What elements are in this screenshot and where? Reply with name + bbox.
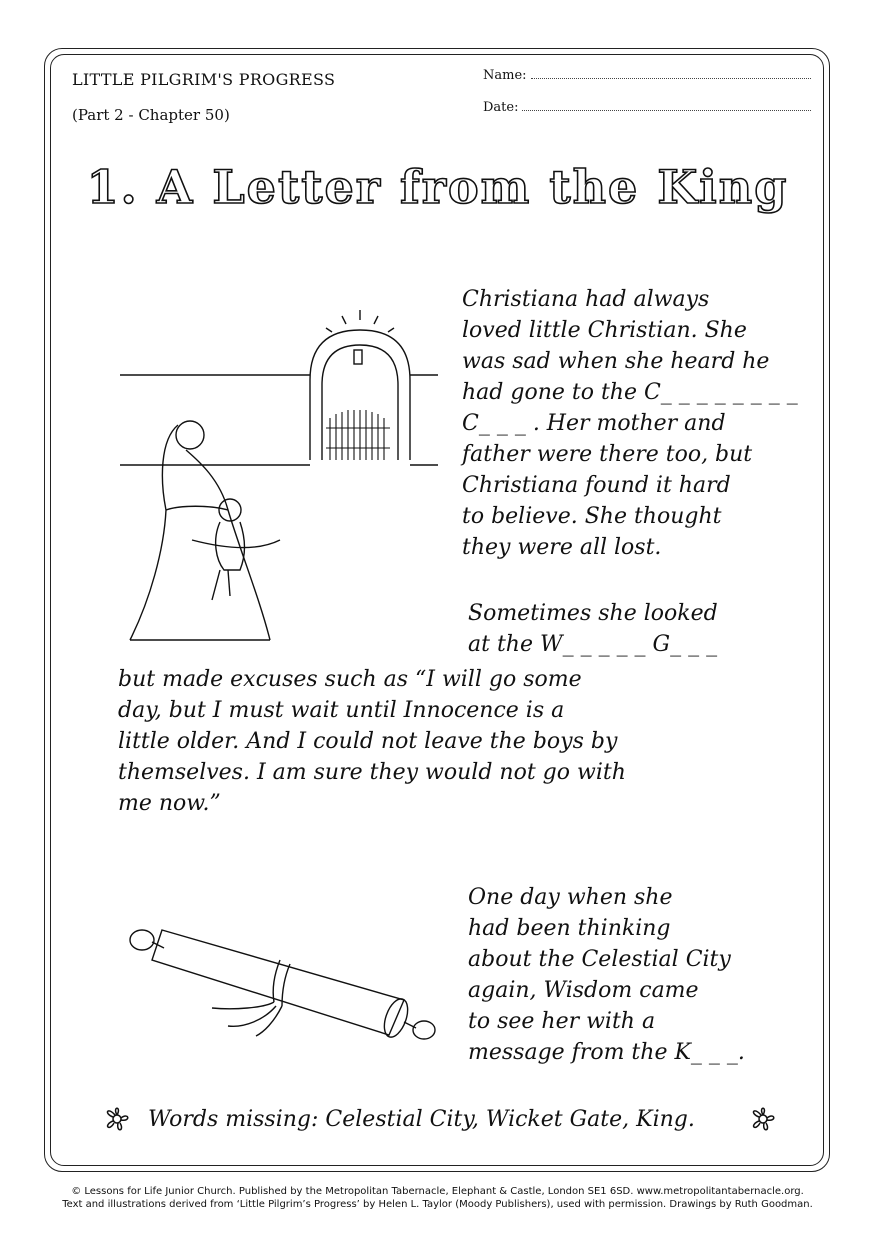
name-label: Name:: [483, 68, 527, 83]
date-field[interactable]: [483, 100, 811, 115]
worksheet-title: 1. A Letter from the King: [86, 160, 789, 214]
paragraph-1: Christiana had always loved little Christian. She was sad when she heard he had gone to the C_ _ _ _ _ _ _ _ C_ _ _ . Her mother and father were there too, but Christiana found it hard to believe. She thought they were all lost.: [462, 287, 798, 560]
words-missing-row: [100, 1102, 780, 1136]
series-title: LITTLE PILGRIM'S PROGRESS: [72, 70, 336, 89]
date-line[interactable]: [522, 100, 811, 111]
flower-icon: [746, 1102, 780, 1136]
chapter-label: (Part 2 - Chapter 50): [72, 106, 230, 124]
scroll-illustration: [124, 910, 444, 1060]
flower-icon: [100, 1102, 134, 1136]
paragraph-3: but made excuses such as “I will go some day, but I must wait until Innocence is a little older. And I could not leave the boys by themselves. I am sure they would not go with me now.”: [118, 667, 626, 816]
date-label: Date:: [483, 100, 519, 115]
gate-illustration: [120, 300, 440, 650]
footer-credits: Text and illustrations derived from ‘Little Pilgrim’s Progress’ by Helen L. Taylor (Moody Publishers), used with permission. Drawings by Ruth Goodman.: [62, 1199, 813, 1210]
paragraph-4: One day when she had been thinking about the Celestial City again, Wisdom came to see her with a message from the K_ _ _.: [468, 885, 745, 1065]
footer-copyright: © Lessons for Life Junior Church. Published by the Metropolitan Tabernacle, Elephant & Castle, London SE1 6SD. www.metropolitantabernacle.org.: [71, 1186, 804, 1197]
name-line[interactable]: [531, 68, 811, 79]
footer: [0, 1185, 875, 1211]
words-missing-text: Words missing: Celestial City, Wicket Gate, King.: [148, 1106, 695, 1132]
paragraph-2: Sometimes she looked at the W_ _ _ _ _ G_ _ _: [468, 601, 718, 657]
name-field[interactable]: [483, 68, 811, 83]
